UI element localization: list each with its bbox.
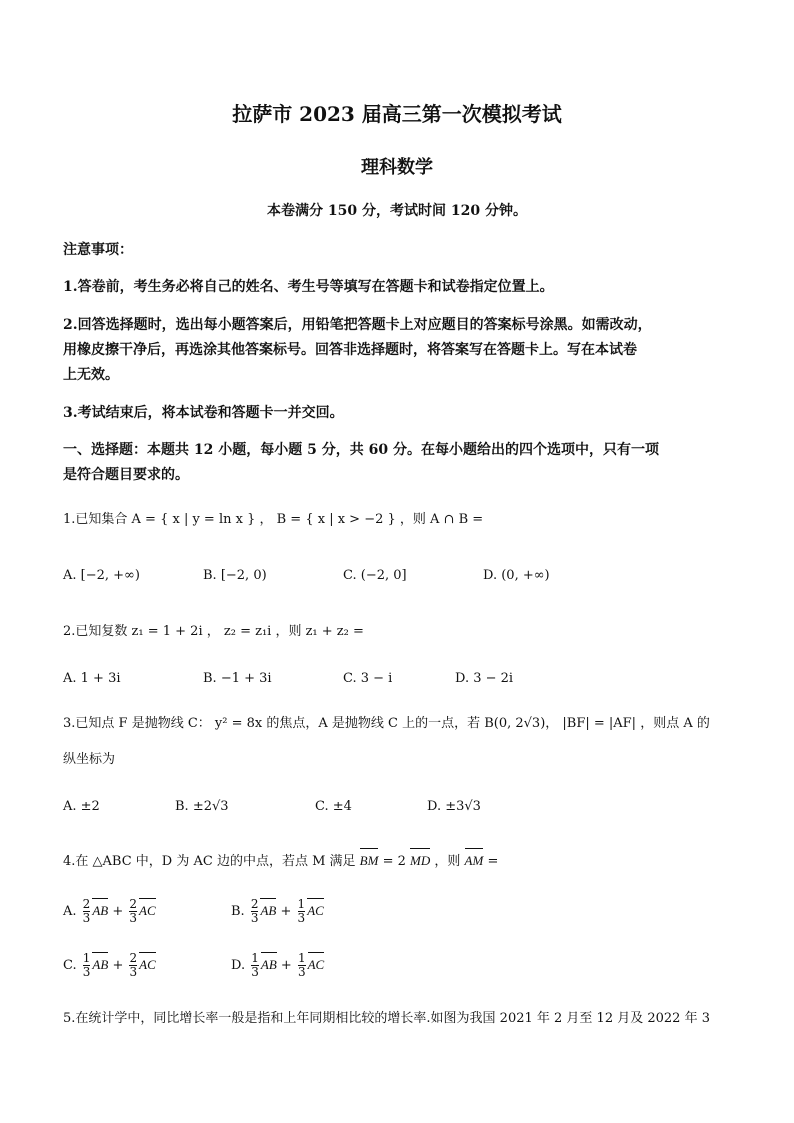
q4-option-d-op: + — [280, 958, 292, 973]
q5-stem: 5.在统计学中，同比增长率一般是指和上年同期相比较的增长率.如图为我国 2021 年 2 月至 12 月及 2022 年 3 — [63, 1011, 710, 1026]
q4-option-b-coef1: $\frac{2}{3}$ — [250, 897, 259, 925]
q4-option-b-vec1: AB — [260, 901, 276, 921]
q2-stem: 2.已知复数 z₁ = 1 + 2i ， z₂ = z₁i ，则 z₁ + z₂ = — [63, 624, 364, 639]
q3-option-b: B. ±2√3 — [175, 799, 229, 814]
q2-option-d: D. 3 − 2i — [455, 671, 514, 686]
note-item-1: 1.答卷前，考生务必将自己的姓名、考生号等填写在答题卡和试卷指定位置上。 — [63, 279, 554, 295]
q2-option-c: C. 3 − i — [343, 671, 393, 686]
q3-option-a: A. ±2 — [63, 799, 100, 814]
q1-option-c: C. (−2, 0] — [343, 568, 407, 583]
q3-stem-line1: 3.已知点 F 是抛物线 C： y² = 8x 的焦点，A 是抛物线 C 上的一点，若 B(0, 2√3)， |BF| = |AF| ，则点 A 的 — [63, 716, 710, 731]
q4-option-b-label: B. — [231, 904, 245, 919]
q4-option-a-coef1: $\frac{2}{3}$ — [82, 897, 91, 925]
q4-option-c-vec2: AC — [139, 955, 156, 975]
q4-option-b — [231, 898, 324, 925]
q4-vector-bm: BM — [360, 851, 379, 871]
q4-option-a-vec2: AC — [139, 901, 156, 921]
subject-title: 理科数学 — [361, 157, 433, 178]
q4-option-c-coef2: $\frac{2}{3}$ — [129, 951, 138, 979]
q4-stem-prefix: 4.在 △ABC 中，D 为 AC 边的中点，若点 M 满足 — [63, 854, 356, 869]
q1-option-d: D. (0, +∞) — [483, 568, 550, 583]
q4-option-c-coef1: $\frac{1}{3}$ — [82, 951, 91, 979]
q2-option-a: A. 1 + 3i — [63, 671, 121, 686]
section1-line2: 是符合题目要求的。 — [63, 467, 189, 483]
q4-stem-eq: = 2 — [382, 854, 406, 869]
q4-option-b-coef2: $\frac{1}{3}$ — [297, 897, 306, 925]
note-item-2: 2.回答选择题时，选出每小题答案后，用铅笔把答题卡上对应题目的答案标号涂黑。如需改动， — [63, 317, 652, 333]
q4-stem-end: = — [487, 854, 499, 869]
q4-option-d-coef1: $\frac{1}{3}$ — [251, 951, 259, 979]
q4-option-c-op: + — [112, 958, 124, 973]
q4-option-a-label: A. — [63, 904, 77, 919]
note-item-3: 3.考试结束后，将本试卷和答题卡一并交回。 — [63, 405, 344, 421]
q4-option-c-vec1: AB — [92, 955, 108, 975]
q4-option-b-vec2: AC — [307, 901, 324, 921]
note-item-2-end: 上无效。 — [63, 367, 119, 383]
q3-option-d: D. ±3√3 — [427, 799, 481, 814]
q1-stem: 1.已知集合 A = { x | y = ln x } ， B = { x | x > −2 } ，则 A ∩ B = — [63, 512, 484, 527]
q1-option-b: B. [−2, 0) — [203, 568, 267, 583]
q3-option-c: C. ±4 — [315, 799, 352, 814]
exam-title: 拉萨市 2023 届高三第一次模拟考试 — [232, 102, 562, 126]
q4-stem-then: ，则 — [434, 854, 461, 869]
q4-option-c-label: C. — [63, 958, 77, 973]
notes-heading: 注意事项： — [63, 242, 133, 258]
q4-vector-md: MD — [410, 851, 430, 871]
exam-info: 本卷满分 150 分，考试时间 120 分钟。 — [267, 203, 527, 219]
q4-stem — [63, 851, 498, 872]
q4-option-a-vec1: AB — [92, 901, 108, 921]
q4-option-d-coef2: $\frac{1}{3}$ — [297, 951, 306, 979]
note-item-2-cont: 用橡皮擦干净后，再选涂其他答案标号。回答非选择题时，将答案写在答题卡上。写在本试卷 — [63, 342, 637, 358]
q4-option-d-label: D. — [231, 958, 246, 973]
q4-vector-am: AM — [465, 851, 484, 871]
q3-stem-line2: 纵坐标为 — [63, 752, 116, 767]
q4-option-a — [63, 898, 156, 925]
q4-option-d-vec2: AC — [308, 955, 325, 975]
q4-option-a-coef2: $\frac{2}{3}$ — [129, 897, 138, 925]
q4-option-d — [231, 952, 324, 979]
q4-option-c — [63, 952, 156, 979]
section1-line1: 一、选择题：本题共 12 小题，每小题 5 分，共 60 分。在每小题给出的四个选项中，只有一项 — [63, 442, 659, 458]
q4-option-d-vec1: AB — [261, 955, 277, 975]
q4-option-b-op: + — [280, 904, 292, 919]
q4-option-a-op: + — [112, 904, 124, 919]
q2-option-b: B. −1 + 3i — [203, 671, 272, 686]
q1-option-a: A. [−2, +∞) — [63, 568, 140, 583]
